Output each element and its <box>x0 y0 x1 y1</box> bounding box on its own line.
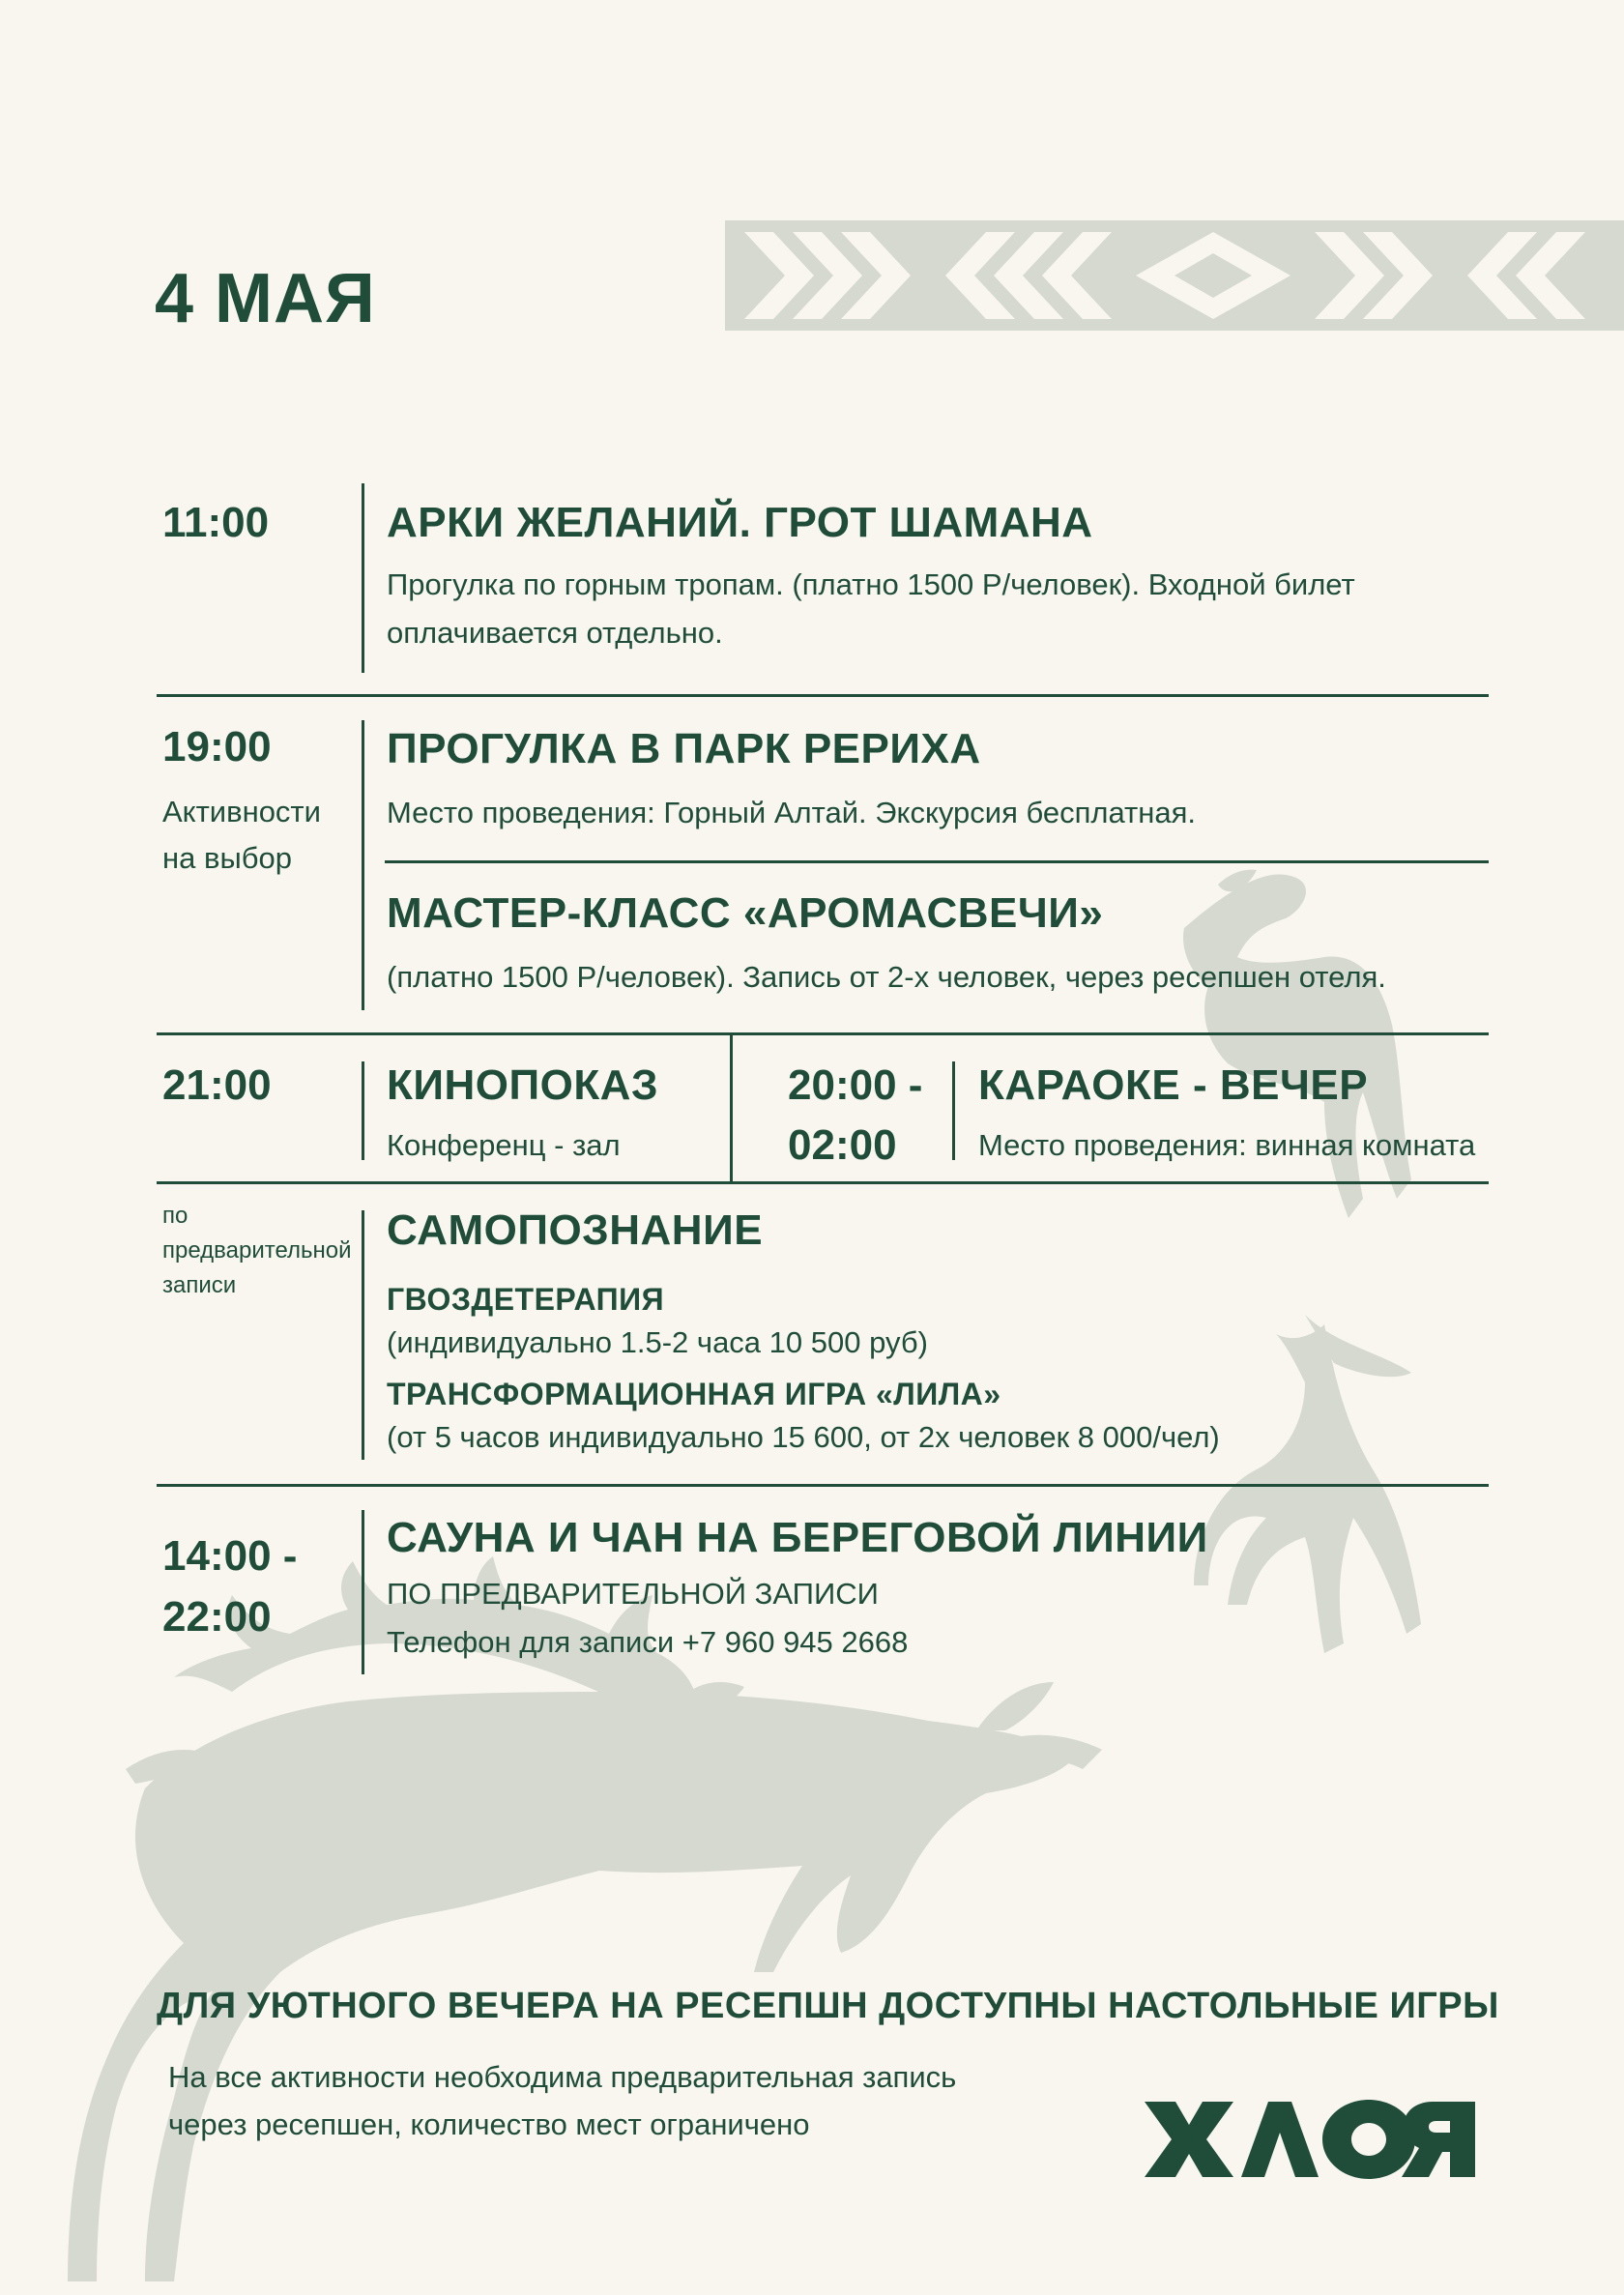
row-divider <box>157 1181 1489 1184</box>
vertical-divider <box>362 1061 364 1160</box>
event-title: КАРАОКЕ - ВЕЧЕР <box>978 1061 1369 1109</box>
event-description: ПО ПРЕДВАРИТЕЛЬНОЙ ЗАПИСИ <box>387 1577 879 1611</box>
vertical-divider <box>362 1510 364 1674</box>
event-title: ПРОГУЛКА В ПАРК РЕРИХА <box>387 725 981 772</box>
vertical-divider <box>952 1061 955 1160</box>
time-label: 14:00 - <box>162 1532 298 1580</box>
time-label: 19:00 <box>162 723 272 770</box>
event-title: САУНА И ЧАН НА БЕРЕГОВОЙ ЛИНИИ <box>387 1514 1208 1561</box>
time-label: 22:00 <box>162 1593 272 1641</box>
time-note: Активности <box>162 795 321 828</box>
footer-note: через ресепшен, количество мест ограничено <box>168 2107 810 2141</box>
footer-note: На все активности необходима предварительная запись <box>168 2060 957 2094</box>
vertical-divider <box>362 1210 364 1460</box>
row-divider <box>157 694 1489 697</box>
brand-logo <box>1141 2096 1479 2183</box>
event-description: (платно 1500 Р/человек). Запись от 2-х человек, через ресепшен отеля. <box>387 960 1386 994</box>
event-title: МАСТЕР-КЛАСС «АРОМАСВЕЧИ» <box>387 889 1104 937</box>
event-description: оплачивается отдельно. <box>387 616 723 650</box>
time-label: 21:00 <box>162 1061 272 1109</box>
time-note: записи <box>162 1272 237 1298</box>
footer-headline: ДЛЯ УЮТНОГО ВЕЧЕРА НА РЕСЕПШН ДОСТУПНЫ НАСТОЛЬНЫЕ ИГРЫ <box>157 1986 1499 2026</box>
page-title: 4 МАЯ <box>155 260 376 337</box>
sub-event-description: (от 5 часов индивидуально 15 600, от 2х человек 8 000/чел) <box>387 1420 1220 1454</box>
ornament-band <box>725 220 1624 331</box>
vertical-divider <box>362 483 364 673</box>
event-title: АРКИ ЖЕЛАНИЙ. ГРОТ ШАМАНА <box>387 499 1093 546</box>
time-label: 11:00 <box>162 499 270 546</box>
logo-mark <box>1141 2096 1479 2183</box>
event-description: Прогулка по горным тропам. (платно 1500 Р/человек). Входной билет <box>387 567 1355 601</box>
event-description: Место проведения: Горный Алтай. Экскурсия бесплатная. <box>387 796 1197 829</box>
column-divider <box>730 1034 733 1181</box>
sub-event-title: ГВОЗДЕТЕРАПИЯ <box>387 1282 665 1317</box>
event-title: КИНОПОКАЗ <box>387 1061 659 1109</box>
event-description: Место проведения: винная комната <box>978 1128 1476 1162</box>
sub-event-description: (индивидуально 1.5-2 часа 10 500 руб) <box>387 1325 928 1359</box>
time-label: 20:00 - <box>788 1061 923 1109</box>
row-divider <box>157 1032 1489 1035</box>
time-note: предварительной <box>162 1237 352 1264</box>
time-note: по <box>162 1203 188 1229</box>
vertical-divider <box>362 720 364 1010</box>
time-note: на выбор <box>162 841 292 875</box>
event-description: Телефон для записи +7 960 945 2668 <box>387 1625 909 1659</box>
sub-divider <box>385 860 1489 863</box>
sub-event-title: ТРАНСФОРМАЦИОННАЯ ИГРА «ЛИЛА» <box>387 1377 1001 1411</box>
event-description: Конференц - зал <box>387 1128 621 1162</box>
row-divider <box>157 1484 1489 1487</box>
event-title: САМОПОЗНАНИЕ <box>387 1206 764 1254</box>
time-label: 02:00 <box>788 1121 897 1169</box>
